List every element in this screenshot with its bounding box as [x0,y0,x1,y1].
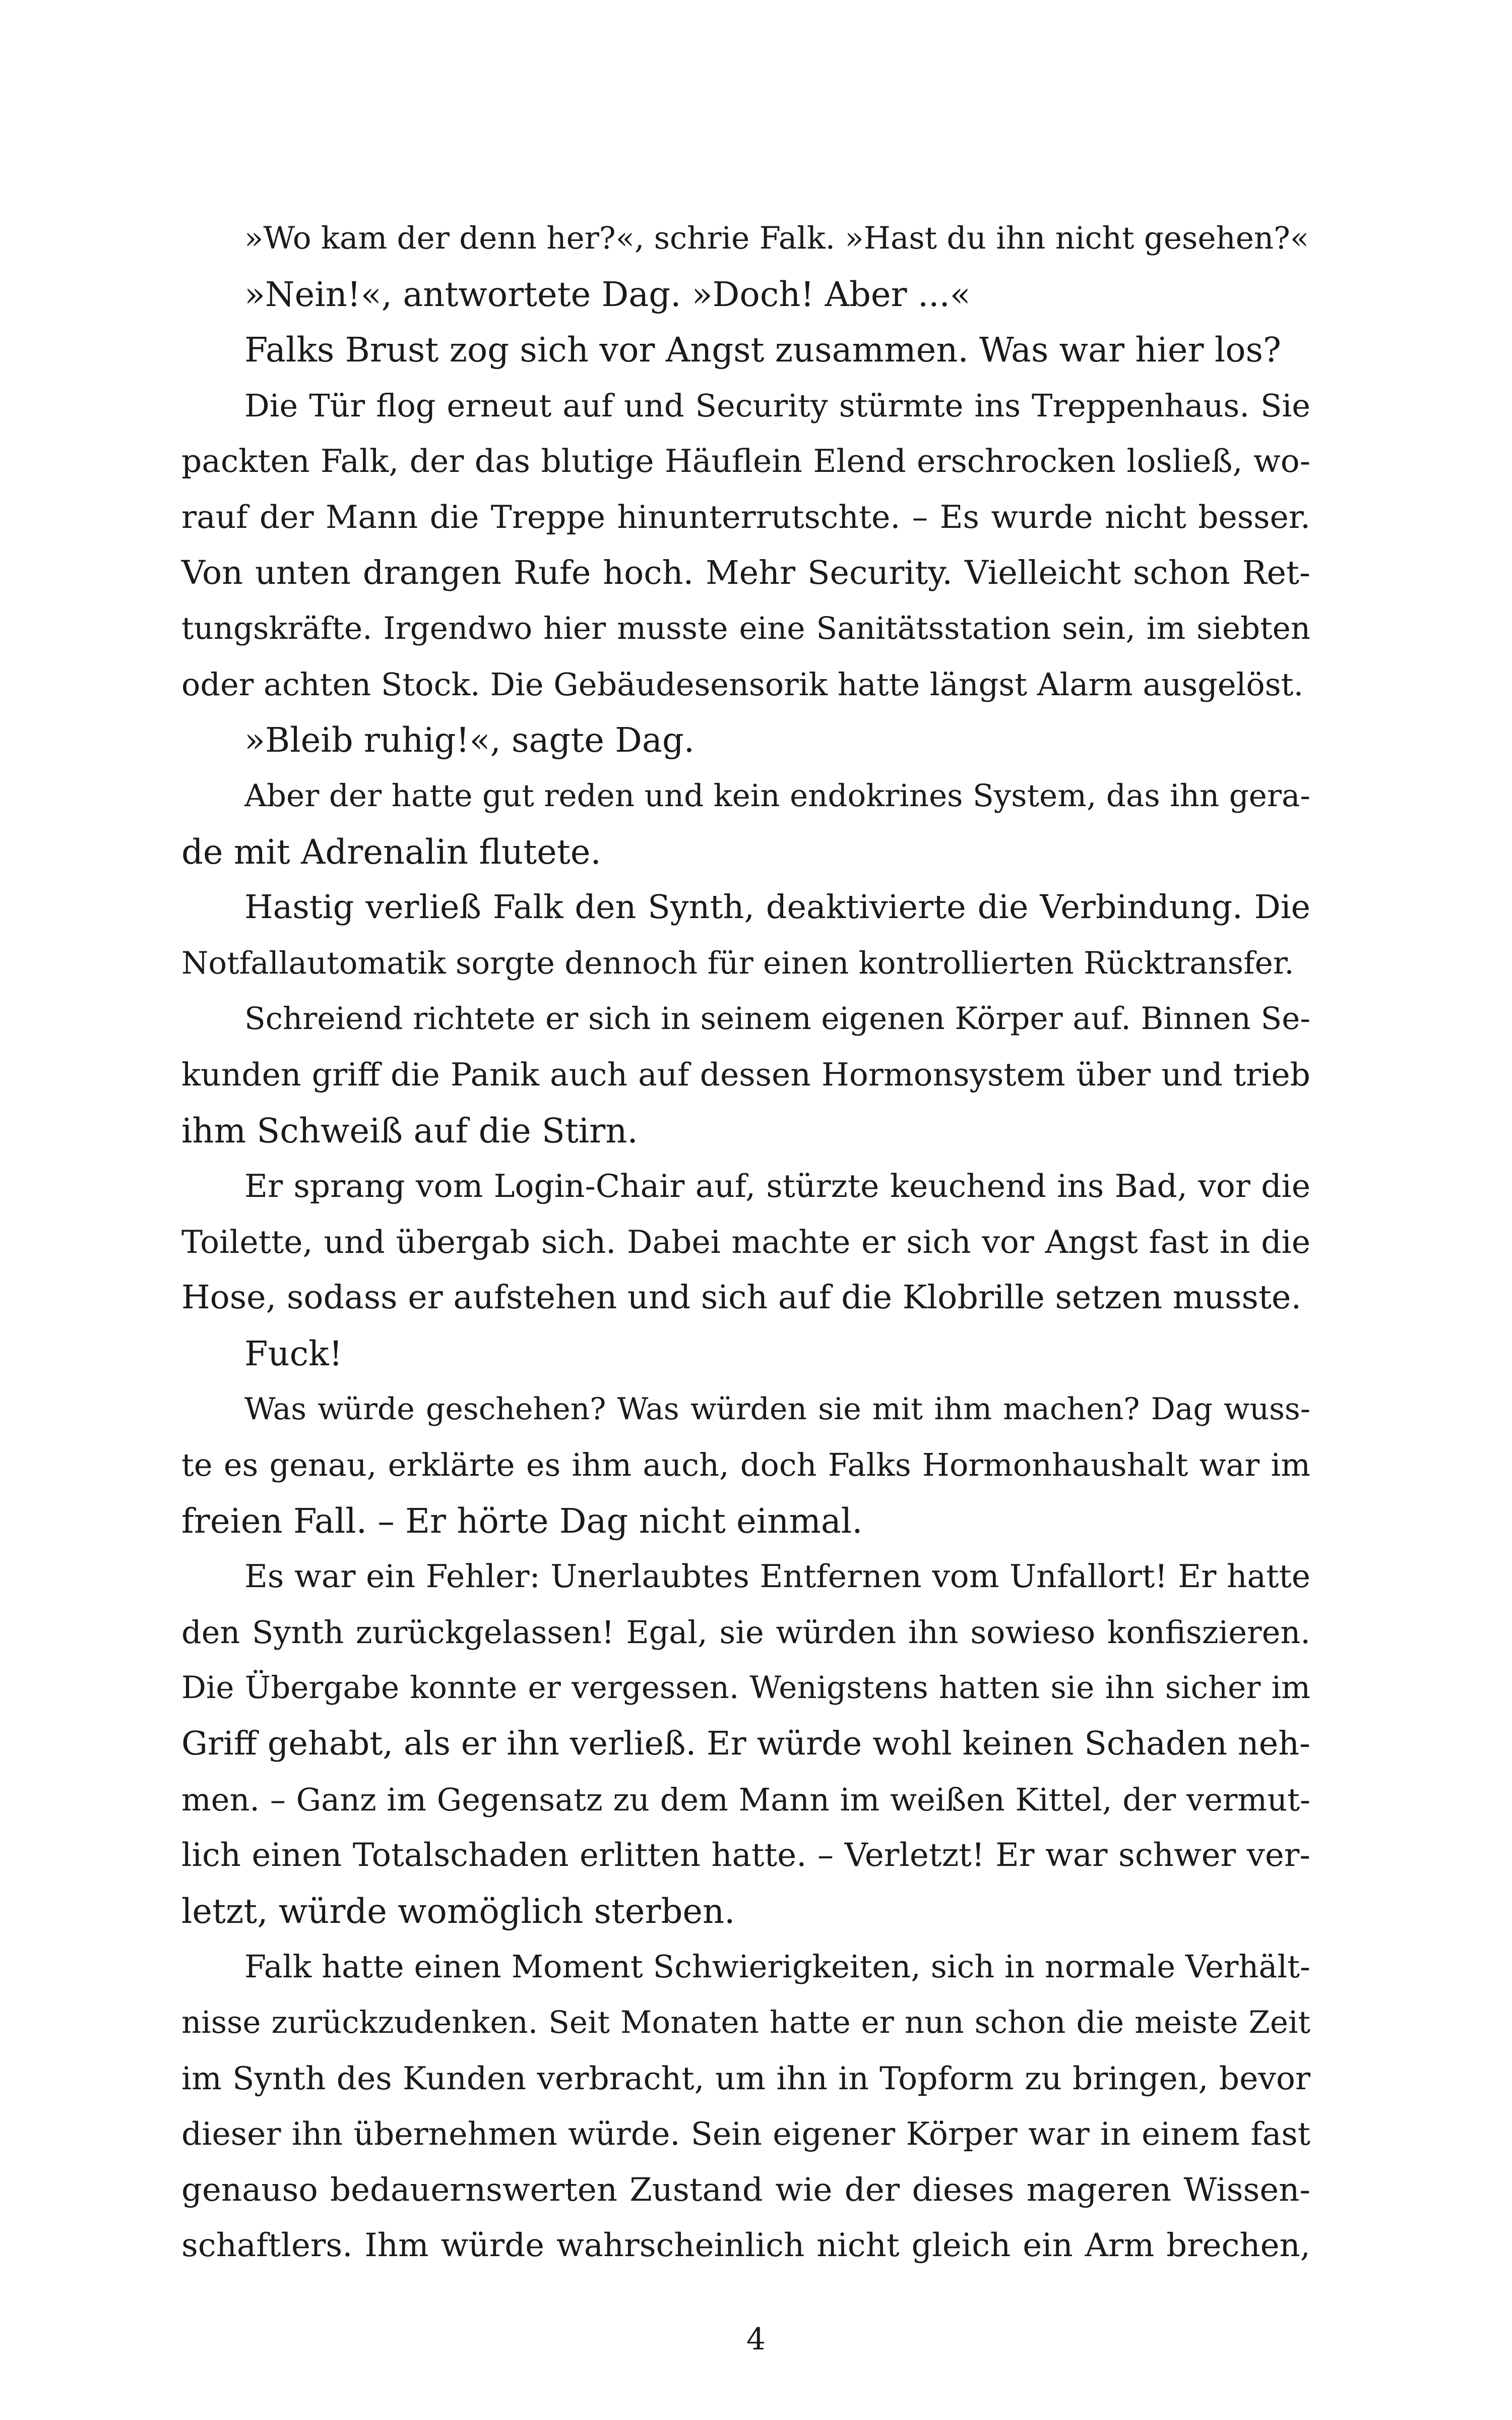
text-line: Die Tür flog erneut auf und Security stürmte ins Treppenhaus. Sie [244,387,1310,424]
text-line: »Wo kam der denn her?«, schrie Falk. »Hast du ihn nicht gesehen?« [244,220,1309,256]
page-number: 4 [746,2322,766,2357]
text-line: Griff gehabt, als er ihn verließ. Er würde wohl keinen Schaden neh- [181,1725,1310,1763]
text-line: genauso bedauernswerten Zustand wie der dieses mageren Wissen- [181,2171,1310,2209]
text-line: ihm Schweiß auf die Stirn. [181,1111,638,1151]
text-line: te es genau, erklärte es ihm auch, doch Falks Hormonhaushalt war im [181,1446,1310,1484]
text-line: oder achten Stock. Die Gebäudesensorik hatte längst Alarm ausgelöst. [181,666,1304,703]
text-line: nisse zurückzudenken. Seit Monaten hatte er nun schon die meiste Zeit [181,2005,1310,2040]
text-line: schaftlers. Ihm würde wahrscheinlich nicht gleich ein Arm brechen, [181,2227,1310,2265]
text-line: Notfallautomatik sorgte dennoch für einen kontrollierten Rücktransfer. [181,945,1294,981]
text-line: den Synth zurückgelassen! Egal, sie würden ihn sowieso konfiszieren. [181,1613,1310,1651]
text-line: Er sprang vom Login-Chair auf, stürzte keuchend ins Bad, vor die [244,1168,1310,1205]
text-line: packten Falk, der das blutige Häuflein Elend erschrocken losließ, wo- [181,443,1310,480]
text-line: men. – Ganz im Gegensatz zu dem Mann im weißen Kittel, der vermut- [181,1781,1310,1818]
text-line: »Bleib ruhig!«, sagte Dag. [244,720,695,760]
text-line: Es war ein Fehler: Unerlaubtes Entfernen vom Unfallort! Er hatte [244,1558,1310,1595]
text-line: kunden griff die Panik auch auf dessen Hormonsystem über und trieb [181,1056,1310,1093]
text-line: Schreiend richtete er sich in seinem eigenen Körper auf. Binnen Se- [244,1001,1310,1037]
text-line: Hastig verließ Falk den Synth, deaktivierte die Verbindung. Die [244,888,1310,927]
body-text [181,211,1310,2274]
text-line: Was würde geschehen? Was würden sie mit ihm machen? Dag wuss- [244,1392,1310,1427]
text-line: dieser ihn übernehmen würde. Sein eigener Körper war in einem fast [181,2115,1310,2153]
text-line: Falk hatte einen Moment Schwierigkeiten, sich in normale Verhält- [244,1948,1310,1985]
text-line: Von unten drangen Rufe hoch. Mehr Security. Vielleicht schon Ret- [181,554,1310,592]
text-line: Die Übergabe konnte er vergessen. Wenigstens hatten sie ihn sicher im [181,1670,1310,1706]
text-line: Aber der hatte gut reden und kein endokrines System, das ihn gera- [244,777,1310,814]
text-line: »Nein!«, antwortete Dag. »Doch! Aber ...« [244,274,971,314]
text-line: Hose, sodass er aufstehen und sich auf die Klobrille setzen musste. [181,1279,1302,1317]
text-line: Falks Brust zog sich vor Angst zusammen. Was war hier los? [244,330,1281,370]
text-line: Toilette, und übergab sich. Dabei machte er sich vor Angst fast in die [181,1223,1310,1260]
text-line: Fuck! [244,1334,343,1373]
text-line: im Synth des Kunden verbracht, um ihn in Topform zu bringen, bevor [181,2060,1310,2097]
text-line: rauf der Mann die Treppe hinunterrutschte. – Es wurde nicht besser. [181,498,1310,535]
text-line: de mit Adrenalin flutete. [181,832,601,872]
text-line: letzt, würde womöglich sterben. [181,1891,735,1931]
text-line: lich einen Totalschaden erlitten hatte. – Verletzt! Er war schwer ver- [181,1837,1310,1874]
text-line: tungskräfte. Irgendwo hier musste eine Sanitätsstation sein, im siebten [181,611,1310,647]
text-line: freien Fall. – Er hörte Dag nicht einmal. [181,1501,863,1541]
